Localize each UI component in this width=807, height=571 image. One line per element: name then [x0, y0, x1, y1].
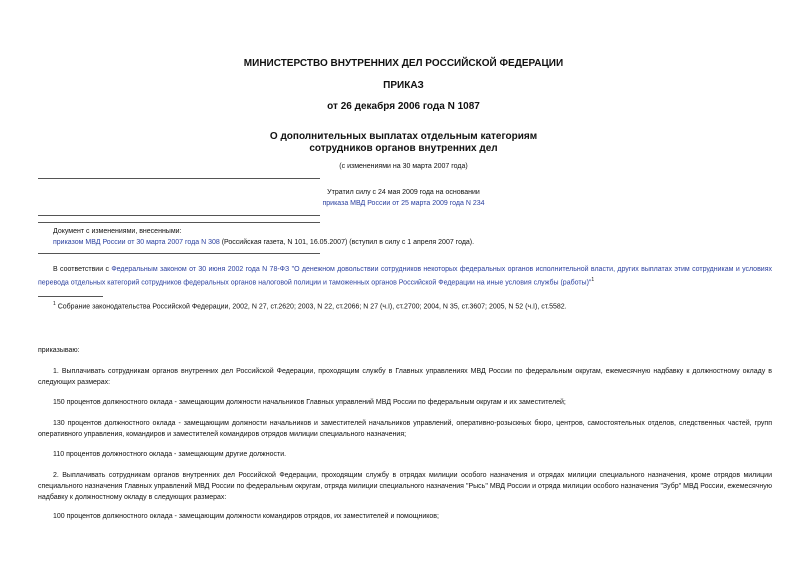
paragraph-2: 2. Выплачивать сотрудникам органов внутренних дел Российской Федерации, проходящим службу в отрядах милиции особого назначения и отрядах милиции специального назначения, кроме отрядов милиции специального назначения Главных управлений МВД России по федеральным округам, отряда милиции специального назначения "Рысь" МВД России и отряда милиции особого назначения "Зубр" МВД России, ежемесячную надбавку к должностному окладу в следующих размерах: [38, 472, 772, 501]
footnote [53, 299, 773, 312]
divider [38, 253, 320, 254]
divider [38, 178, 320, 179]
footnote-ref: 1 [591, 277, 595, 283]
divider [38, 215, 320, 216]
changes-line [53, 237, 773, 248]
changes-rest: (Российская газета, N 101, 16.05.2007) (вступил в силу с 1 апреля 2007 года). [219, 239, 475, 246]
changes-link[interactable]: приказом МВД России от 30 марта 2007 года N 308 [53, 239, 220, 246]
status-note [0, 187, 807, 209]
preamble-start: В соответствии с [53, 266, 112, 273]
date-number-heading: от 26 декабря 2006 года N 1087 [327, 101, 480, 112]
preamble [38, 264, 772, 288]
doc-type-heading: ПРИКАЗ [383, 80, 424, 91]
paragraph-2a: 100 процентов должностного оклада - замещающим должности командиров отрядов, их заместителей и помощников; [53, 513, 439, 520]
footnote-divider [38, 296, 103, 297]
document-title [0, 131, 807, 155]
title-line-1: О дополнительных выплатах отдельным категориям [269, 131, 538, 142]
paragraph-1: 1. Выплачивать сотрудникам органов внутренних дел Российской Федерации, проходящим службу в Главных управлениях МВД России по федеральным округам, ежемесячную надбавку к должностному окладу в следующих размерах: [38, 368, 772, 386]
title-line-2: сотрудников органов внутренних дел [309, 143, 498, 154]
divider [38, 222, 320, 223]
paragraph-1b: 130 процентов должностного оклада - замещающим должности начальников и заместителей начальников управлений, оперативно-розыскных бюро, центров, самостоятельных отделов, следственных частей, групп оперативного управления, командиров и заместителей командиров отрядов милиции специального назначения; [38, 420, 772, 438]
order-word: приказываю: [38, 347, 80, 354]
amendment-note: (с изменениями на 30 марта 2007 года) [339, 163, 468, 170]
ministry-heading: МИНИСТЕРСТВО ВНУТРЕННИХ ДЕЛ РОССИЙСКОЙ ФЕДЕРАЦИИ [243, 58, 564, 69]
federal-law-link[interactable]: Федеральным законом от 30 июня 2002 года N 78-ФЗ "О денежном довольствии сотрудников некоторых федеральных органов исполнительной власти, других выплатах этим сотрудникам и условиях перевода отдельных категорий сотрудников федеральных органов налоговой полиции и таможенных органов Российской Федерации на иные условия службы (работы)" [38, 266, 772, 287]
changes-block [53, 226, 773, 248]
footnote-text: Собрание законодательства Российской Федерации, 2002, N 27, ст.2620; 2003, N 22, ст.2066; N 27 (ч.I), ст.2700; 2004, N 35, ст.3607; 2005, N 52 (ч.I), ст.5582. [55, 303, 567, 311]
footnote-mark: 1 [53, 301, 56, 307]
status-link[interactable]: приказа МВД России от 25 марта 2009 года N 234 [322, 200, 485, 207]
status-text: Утратил силу с 24 мая 2009 года на основании [327, 189, 480, 196]
changes-intro: Документ с изменениями, внесенными: [53, 228, 182, 235]
paragraph-1a: 150 процентов должностного оклада - замещающим должности начальников Главных управлений МВД России по федеральным округам и их заместителей; [53, 399, 566, 406]
paragraph-1c: 110 процентов должностного оклада - замещающим другие должности. [53, 451, 287, 458]
